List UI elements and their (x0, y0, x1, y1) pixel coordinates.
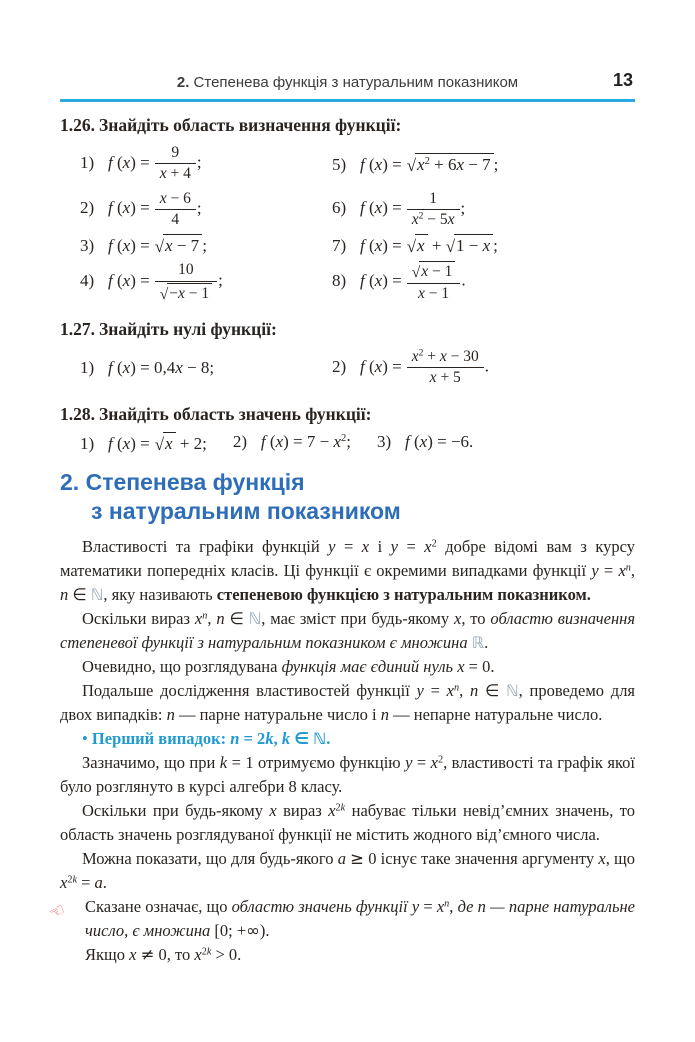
item-number: 7) (332, 236, 347, 256)
problem-item (80, 260, 332, 304)
problem-title: Знайдіть область визначення функції: (99, 115, 402, 135)
section-heading (60, 468, 635, 526)
problem-item (332, 189, 635, 231)
function-notation: f (x) = (360, 356, 402, 376)
problem-item (233, 432, 351, 454)
problem-1-27 (60, 319, 635, 391)
function-notation: f (x) = (360, 271, 402, 291)
section-title-line-1: 2. Степенева функція (60, 468, 305, 495)
item-number: 5) (332, 154, 347, 174)
problem-number: 1.28. (60, 403, 95, 424)
fraction (155, 190, 196, 230)
problem-item (332, 153, 635, 175)
item-number: 2) (80, 198, 95, 218)
expression-tail: + 2; (175, 433, 207, 453)
numerator: 1 (407, 190, 460, 210)
fraction (407, 348, 484, 388)
problem-title: Знайдіть область значень функції: (99, 403, 372, 424)
note-paragraph: Якщо x ≠ 0, то $x^{2k} > 0$. (85, 944, 242, 964)
paragraph: Властивості та графіки функцій y = x і $y = x^2$ добре відомі вам з курсу математики попередніх класів. Ці функції є окремими випадками функції $y = x^n$, n ∈ ℕ, яку називають степеневою функцією з натуральним показником. (60, 536, 635, 604)
paragraph: Очевидно, що розглядувана функція має єдиний нуль x = 0. (82, 656, 495, 676)
item-number: 8) (332, 271, 347, 291)
problem-number: 1.26. (60, 115, 95, 135)
item-number: 6) (332, 198, 347, 218)
radical-sign: √ (406, 237, 417, 257)
section-title-line-2: з натуральним показником (91, 497, 401, 524)
punctuation: ; (202, 236, 207, 256)
function-notation: f (x) = (360, 236, 402, 256)
function-notation: f (x) = (108, 152, 150, 172)
paragraph: Зазначимо, що при k = 1 отримуємо функцію $y = x^2$, властивості та графік якої було розглянуто в курсі алгебри 8 класу. (60, 752, 635, 796)
item-number: 3) (377, 431, 392, 451)
punctuation: ; (460, 198, 466, 218)
radical-sign: √ (406, 155, 417, 175)
running-title-number: 2. (176, 74, 190, 91)
pointing-hand-icon: ☜ (46, 899, 69, 925)
radicand: 1 − x (454, 234, 493, 256)
fraction (155, 144, 196, 184)
square-root (155, 234, 202, 256)
problem-item (332, 347, 635, 389)
problem-item (80, 432, 207, 454)
problem-item (80, 234, 332, 256)
note-paragraph: Сказане означає, що областю значень функції $y = x^n$, де n — парне натуральне число, є множина [0; +∞). (85, 896, 636, 940)
function-notation: f (x) = (108, 198, 150, 218)
numerator: 10 (155, 261, 217, 281)
problem-number: 1.27. (60, 319, 95, 340)
fraction (407, 261, 461, 303)
square-root (155, 432, 176, 454)
paragraph: Можна показати, що для будь-якого a ≥ 0 існує таке значення аргументу x, що $x^{2k} = a$. (60, 848, 636, 892)
denominator (155, 282, 217, 303)
expression: f (x) = −6. (405, 431, 474, 451)
problem-item (80, 358, 332, 378)
problem-item (80, 143, 332, 185)
item-number: 2) (232, 431, 248, 451)
radical-sign: √ (159, 285, 169, 303)
problem-item (377, 432, 473, 454)
square-root (407, 234, 428, 256)
running-title-text: Степенева функція з натуральним показником (193, 74, 519, 91)
problem-item (332, 234, 635, 256)
numerator: x − 6 (155, 190, 196, 210)
item-number: 1) (80, 357, 95, 377)
punctuation: ; (493, 236, 498, 256)
function-notation: f (x) = (360, 154, 402, 174)
problem-items (80, 345, 635, 391)
body-text (46, 535, 636, 967)
numerator: $x^2 + x - 30$ (407, 348, 484, 368)
radical-sign: √ (154, 237, 165, 257)
item-number: 4) (80, 271, 95, 291)
item-number: 3) (80, 236, 95, 256)
paragraph: Оскільки при будь-якому x вираз $x^{2k}$ набуває тільки невід’ємних значень, то область значень розглядуваної функції не містить жодного від’ємного числа. (60, 800, 635, 844)
numerator: 9 (155, 144, 196, 164)
radical-sign: √ (154, 434, 165, 454)
problem-items (80, 430, 635, 456)
denominator: 4 (171, 210, 180, 228)
function-notation: f (x) = (108, 433, 150, 453)
section-number: 2. (60, 468, 80, 495)
square-root (446, 234, 493, 256)
radicand: $x^2 + 6x - 7$ (415, 153, 494, 175)
paragraph: Оскільки вираз $x^n$, n ∈ ℕ, має зміст при будь-якому x, то областю визначення степеневої функції з натуральним показником є множина ℝ. (60, 608, 636, 652)
radicand: x (163, 432, 176, 454)
note-text (85, 895, 635, 967)
conclusion-note (46, 895, 636, 967)
fraction (155, 261, 217, 303)
denominator: $x^2 - 5x$ (411, 210, 455, 228)
problem-1-26 (60, 115, 635, 306)
problem-items (80, 141, 635, 306)
denominator: x − 1 (417, 284, 450, 302)
fraction (407, 190, 460, 230)
problem-title: Знайдіть нулі функції: (99, 319, 277, 340)
radical-sign: √ (445, 237, 456, 257)
punctuation: . (484, 356, 490, 376)
item-number: 1) (80, 152, 95, 172)
paragraph: Подальше дослідження властивостей функції $y = x^n$, n ∈ ℕ, проведемо для двох випадків: n — парне натуральне число і n — непарне натуральне число. (60, 680, 636, 724)
operator: + (427, 236, 446, 256)
running-title (177, 74, 518, 91)
expression: f (x) = 0,4x − 8; (108, 357, 215, 377)
denominator: x + 4 (159, 165, 191, 183)
problem-item (332, 260, 635, 304)
radicand: −x − 1 (167, 283, 212, 303)
denominator: x + 5 (429, 369, 461, 387)
punctuation: ; (493, 154, 499, 174)
problem-1-28 (60, 404, 635, 456)
punctuation: ; (196, 198, 202, 218)
case-heading: • Перший випадок: n = 2k, k ∈ ℕ. (82, 728, 331, 748)
radicand: x (415, 234, 428, 256)
page-number: 13 (612, 70, 633, 90)
square-root (407, 153, 494, 175)
numerator (407, 261, 461, 283)
radicand: x − 1 (419, 261, 455, 281)
function-notation: f (x) = (360, 198, 402, 218)
problem-heading (60, 115, 635, 136)
function-notation: f (x) = (108, 271, 150, 291)
problem-item (80, 189, 332, 231)
page-header (60, 70, 635, 102)
item-number: 1) (80, 433, 95, 453)
expression: f $(x) = 7 - x^2$; (260, 431, 351, 451)
function-notation: f (x) = (108, 236, 150, 256)
problem-heading (60, 404, 635, 425)
square-root (412, 261, 456, 281)
punctuation: ; (218, 271, 223, 291)
radical-sign: √ (411, 264, 421, 282)
punctuation: . (461, 271, 466, 291)
radicand: x − 7 (163, 234, 202, 256)
punctuation: ; (196, 152, 202, 172)
square-root (160, 283, 212, 303)
item-number: 2) (332, 356, 347, 376)
problem-heading (60, 319, 635, 340)
